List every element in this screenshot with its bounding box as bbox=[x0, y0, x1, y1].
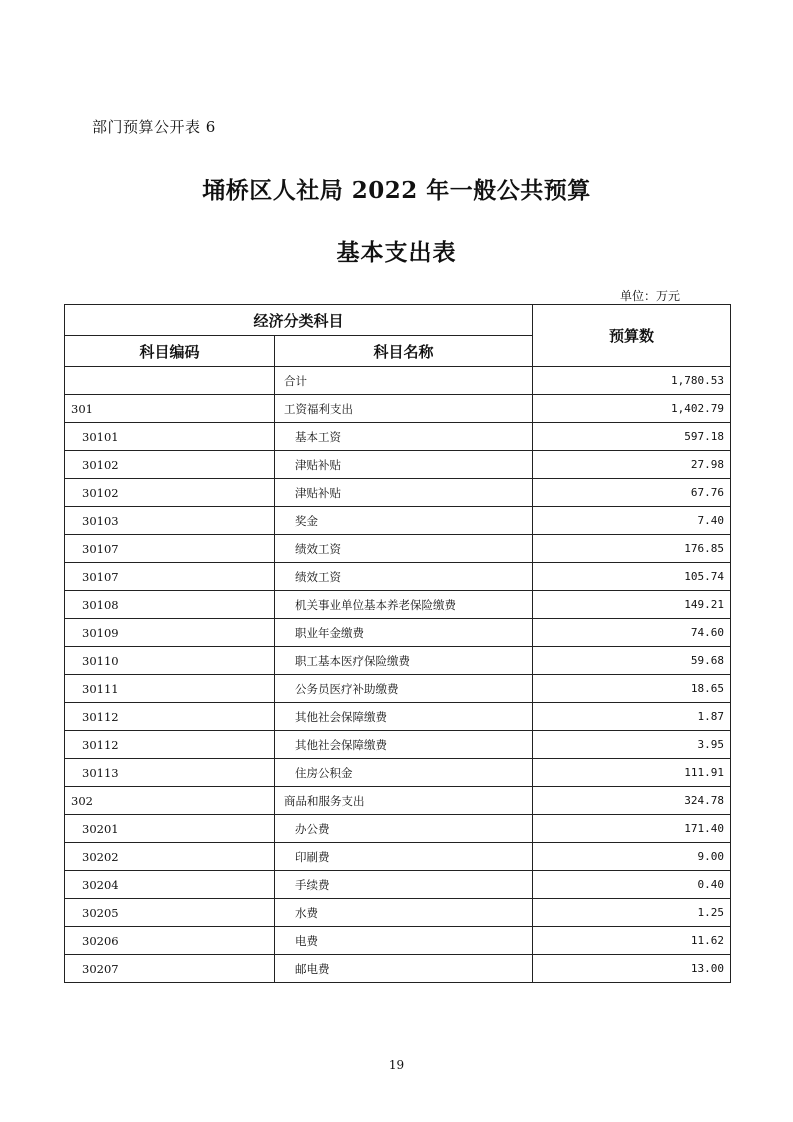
subject-code-cell: 30112 bbox=[65, 731, 275, 759]
subject-name-header: 科目名称 bbox=[275, 336, 533, 367]
table-row bbox=[65, 451, 731, 479]
budget-amount-cell: 59.68 bbox=[533, 647, 731, 675]
economic-category-header: 经济分类科目 bbox=[65, 305, 533, 336]
budget-amount-cell: 1,780.53 bbox=[533, 367, 731, 395]
subject-name-cell: 基本工资 bbox=[275, 423, 533, 451]
subject-name-cell: 住房公积金 bbox=[275, 759, 533, 787]
subject-code-cell: 30201 bbox=[65, 815, 275, 843]
subject-code-cell: 302 bbox=[65, 787, 275, 815]
table-row bbox=[65, 423, 731, 451]
unit-label: 单位：万元 bbox=[620, 289, 681, 303]
budget-amount-cell: 105.74 bbox=[533, 563, 731, 591]
budget-amount-cell: 27.98 bbox=[533, 451, 731, 479]
budget-amount-cell: 18.65 bbox=[533, 675, 731, 703]
budget-amount-cell: 111.91 bbox=[533, 759, 731, 787]
page-number: 19 bbox=[388, 1058, 405, 1072]
budget-amount-cell: 1.87 bbox=[533, 703, 731, 731]
budget-amount-cell: 171.40 bbox=[533, 815, 731, 843]
table-row bbox=[65, 591, 731, 619]
subject-code-cell: 30107 bbox=[65, 563, 275, 591]
subject-code-cell bbox=[65, 367, 275, 395]
budget-amount-cell: 0.40 bbox=[533, 871, 731, 899]
budget-amount-cell: 13.00 bbox=[533, 955, 731, 983]
subject-name-cell: 工资福利支出 bbox=[275, 395, 533, 423]
subject-code-cell: 30207 bbox=[65, 955, 275, 983]
table-row bbox=[65, 871, 731, 899]
budget-amount-cell: 1.25 bbox=[533, 899, 731, 927]
table-row bbox=[65, 927, 731, 955]
subject-name-cell: 水费 bbox=[275, 899, 533, 927]
subject-code-cell: 30101 bbox=[65, 423, 275, 451]
subject-name-cell: 印刷费 bbox=[275, 843, 533, 871]
budget-amount-cell: 74.60 bbox=[533, 619, 731, 647]
subject-name-cell: 职业年金缴费 bbox=[275, 619, 533, 647]
subject-code-cell: 30113 bbox=[65, 759, 275, 787]
page-subtitle: 基本支出表 bbox=[336, 239, 457, 266]
subject-code-cell: 30103 bbox=[65, 507, 275, 535]
table-row bbox=[65, 899, 731, 927]
budget-amount-cell: 67.76 bbox=[533, 479, 731, 507]
table-row bbox=[65, 563, 731, 591]
subject-name-cell: 绩效工资 bbox=[275, 563, 533, 591]
budget-amount-cell: 3.95 bbox=[533, 731, 731, 759]
table-row bbox=[65, 787, 731, 815]
table-row bbox=[65, 395, 731, 423]
subject-name-cell: 商品和服务支出 bbox=[275, 787, 533, 815]
subject-name-cell: 办公费 bbox=[275, 815, 533, 843]
budget-amount-cell: 149.21 bbox=[533, 591, 731, 619]
subject-name-cell: 津贴补贴 bbox=[275, 451, 533, 479]
subject-code-cell: 30109 bbox=[65, 619, 275, 647]
table-row bbox=[65, 647, 731, 675]
subject-code-cell: 30107 bbox=[65, 535, 275, 563]
table-row bbox=[65, 759, 731, 787]
subject-code-cell: 30102 bbox=[65, 479, 275, 507]
table-row bbox=[65, 507, 731, 535]
subject-code-cell: 30205 bbox=[65, 899, 275, 927]
table-row bbox=[65, 619, 731, 647]
subject-name-cell: 绩效工资 bbox=[275, 535, 533, 563]
table-row bbox=[65, 675, 731, 703]
budget-table bbox=[64, 304, 731, 983]
table-row bbox=[65, 535, 731, 563]
budget-amount-cell: 176.85 bbox=[533, 535, 731, 563]
table-row bbox=[65, 815, 731, 843]
subject-name-cell: 合计 bbox=[275, 367, 533, 395]
subject-code-cell: 30112 bbox=[65, 703, 275, 731]
budget-amount-cell: 9.00 bbox=[533, 843, 731, 871]
subject-code-cell: 30102 bbox=[65, 451, 275, 479]
subject-code-cell: 301 bbox=[65, 395, 275, 423]
subject-name-cell: 职工基本医疗保险缴费 bbox=[275, 647, 533, 675]
table-row bbox=[65, 703, 731, 731]
subject-name-cell: 公务员医疗补助缴费 bbox=[275, 675, 533, 703]
table-row bbox=[65, 731, 731, 759]
table-row bbox=[65, 955, 731, 983]
subject-code-cell: 30206 bbox=[65, 927, 275, 955]
budget-amount-cell: 597.18 bbox=[533, 423, 731, 451]
subject-code-cell: 30202 bbox=[65, 843, 275, 871]
subject-code-cell: 30111 bbox=[65, 675, 275, 703]
budget-amount-cell: 324.78 bbox=[533, 787, 731, 815]
page-title: 埇桥区人社局 2022 年一般公共预算 bbox=[202, 177, 591, 204]
subject-name-cell: 津贴补贴 bbox=[275, 479, 533, 507]
subject-name-cell: 其他社会保障缴费 bbox=[275, 731, 533, 759]
subject-code-cell: 30108 bbox=[65, 591, 275, 619]
budget-amount-cell: 11.62 bbox=[533, 927, 731, 955]
subject-code-cell: 30110 bbox=[65, 647, 275, 675]
subject-name-cell: 手续费 bbox=[275, 871, 533, 899]
budget-amount-cell: 1,402.79 bbox=[533, 395, 731, 423]
subject-name-cell: 邮电费 bbox=[275, 955, 533, 983]
budget-amount-cell: 7.40 bbox=[533, 507, 731, 535]
subject-name-cell: 机关事业单位基本养老保险缴费 bbox=[275, 591, 533, 619]
budget-amount-header: 预算数 bbox=[533, 305, 731, 367]
table-row bbox=[65, 479, 731, 507]
subject-name-cell: 电费 bbox=[275, 927, 533, 955]
subject-code-header: 科目编码 bbox=[65, 336, 275, 367]
subject-code-cell: 30204 bbox=[65, 871, 275, 899]
table-number-label: 部门预算公开表 6 bbox=[92, 118, 216, 136]
subject-name-cell: 奖金 bbox=[275, 507, 533, 535]
table-body bbox=[65, 367, 731, 983]
table-row bbox=[65, 367, 731, 395]
table-row bbox=[65, 843, 731, 871]
subject-name-cell: 其他社会保障缴费 bbox=[275, 703, 533, 731]
table-header-row bbox=[65, 305, 731, 336]
